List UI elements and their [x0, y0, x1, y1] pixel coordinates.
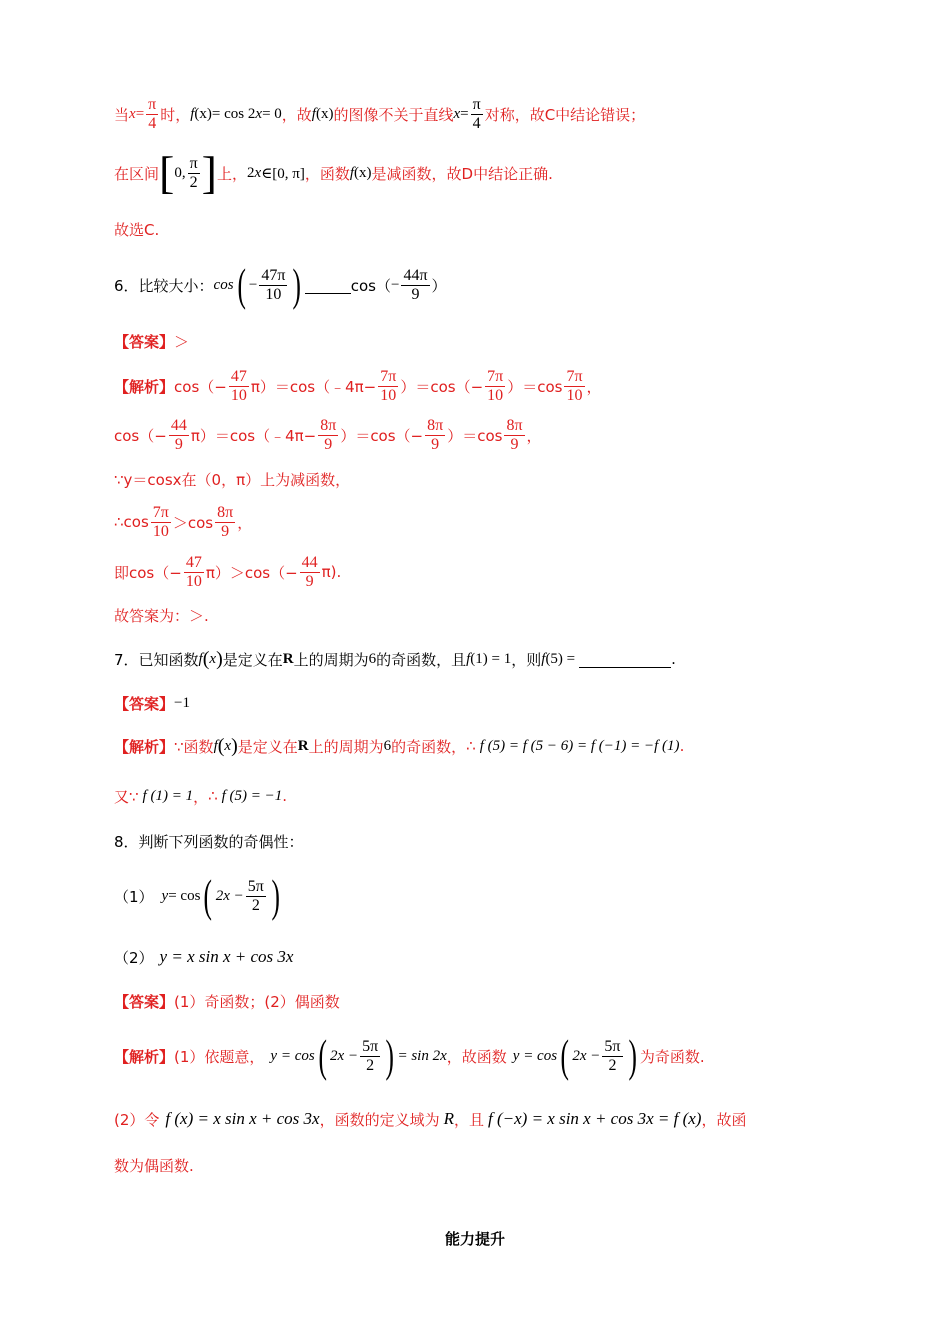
- answer-7: 【答案】 −1: [114, 694, 190, 713]
- solution-6-line-4: ∴cos $\frac{7\pi}{10}$ ＞cos $\frac{8\pi}{9}$ ，: [114, 503, 253, 540]
- answer-6: 【答案】 ＞: [114, 332, 190, 351]
- solution-8-line-1: 【解析】 (1）依题意， y = cos ( 2x − $\frac{5\pi}{2}$ ) = sin 2x ，故函数 y = cos ( 2x − $\frac{5\pi}{2}$ ) 为奇函数.: [114, 1030, 705, 1081]
- fraction-pi-over-2: $\frac{\pi}{2}$: [189, 154, 198, 191]
- solution-6-line-3: ∵y＝cosx在（0，π）上为减函数，: [114, 470, 351, 489]
- solution-conclusion: 故选C.: [114, 220, 160, 239]
- section-title: 能力提升: [444, 1230, 505, 1248]
- solution-8-conclusion: 数为偶函数.: [114, 1156, 194, 1175]
- question-8-part-1: （1） y = cos ( 2x − $\frac{5\pi}{2}$ ): [114, 870, 280, 921]
- solution-7-line-1: 【解析】 ∵函数 f ( x ) 是定义在 R 上的周期为 6 的奇函数， ∴ f (5) = f (5 − 6) = f (−1) = −f (1) .: [114, 734, 685, 757]
- solution-6-conclusion: 故答案为：＞.: [114, 606, 209, 625]
- answer-8: 【答案】 (1）奇函数；(2）偶函数: [114, 992, 340, 1011]
- fraction-pi-over-4: $\frac{\pi}{4}$: [148, 95, 157, 132]
- answer-blank-7[interactable]: [579, 651, 671, 668]
- solution-6-line-2: cos（− $\frac{44}{9}$ π）＝cos（﹣4π− $\frac{8\pi}{9}$ ）＝cos（− $\frac{8\pi}{9}$ ）＝cos $\frac{8\pi}{9}$ ，: [114, 416, 542, 453]
- question-7: 7．已知函数 f ( x ) 是定义在 R 上的周期为 6 的奇函数，且 f (1) = 1 ，则 f (5) = .: [114, 647, 676, 670]
- fraction-47pi-10: $\frac{47\pi}{10}$: [261, 266, 286, 303]
- solution-8-line-2: (2）令 f (x) = x sin x + cos 3x ，函数的定义域为 R ，且 f (−x) = x sin x + cos 3x = f (x) ，故函: [114, 1109, 747, 1129]
- question-8: 8．判断下列函数的奇偶性：: [114, 832, 304, 851]
- solution-line-c: 当 x = $\frac{\pi}{4}$ 时， f (x) = cos 2 x = 0 ，故 f (x) 的图像不关于直线 x = $\frac{\pi}{4}$ 对称，故C中结论错误；: [114, 95, 646, 132]
- solution-6-line-5: 即cos（− $\frac{47}{10}$ π）＞cos（− $\frac{44}{9}$ π).: [114, 553, 342, 590]
- question-6: 6．比较大小： cos ( − $\frac{47\pi}{10}$ ) cos（ − $\frac{44\pi}{9}$ ）: [114, 259, 447, 310]
- answer-blank[interactable]: [305, 277, 351, 294]
- fraction-pi-over-4-b: $\frac{\pi}{4}$: [472, 95, 481, 132]
- solution-line-d: 在区间 [ 0, $\frac{\pi}{2}$ ] 上， 2 x ∈[0, π] ，函数 f (x) 是减函数，故D中结论正确.: [114, 147, 553, 198]
- question-8-part-2: （2） y = x sin x + cos 3x: [114, 947, 294, 967]
- fraction-44pi-9: $\frac{44\pi}{9}$: [403, 266, 428, 303]
- solution-6-line-1: 【解析】 cos（− $\frac{47}{10}$ π）＝cos（﹣4π− $\frac{7\pi}{10}$ ）＝cos（− $\frac{7\pi}{10}$ ）＝cos $\frac{7\pi}{10}$ ，: [114, 367, 602, 404]
- solution-7-line-2: 又∵ f (1) = 1 ， ∴ f (5) = −1 .: [114, 787, 288, 806]
